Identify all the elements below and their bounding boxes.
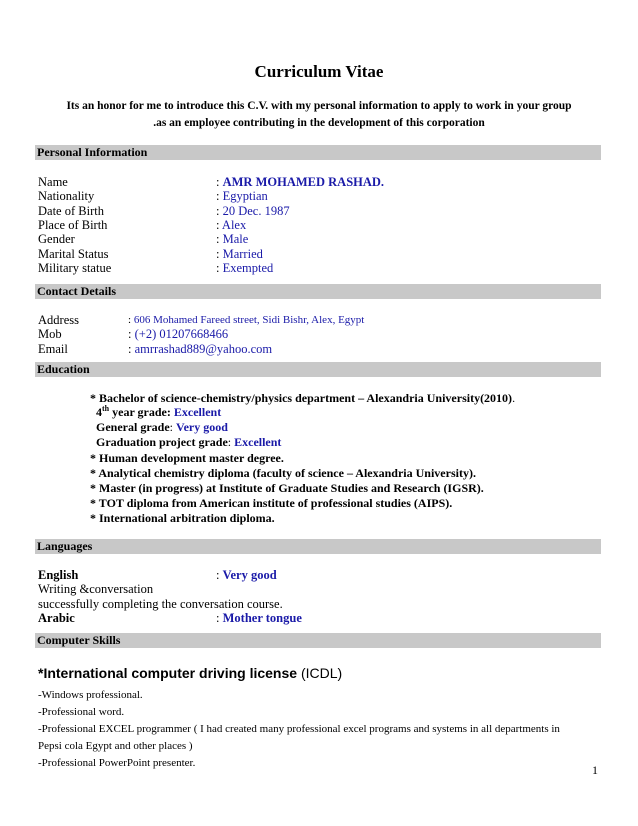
section-header-personal: Personal Information: [35, 145, 601, 160]
personal-label: Nationality: [38, 189, 95, 203]
language-arabic-row: [38, 611, 598, 626]
contact-email-row: [38, 342, 598, 357]
intro-line-2: .as an employee contributing in the development of this corporation: [153, 117, 485, 129]
language-english-row: [38, 568, 598, 583]
section-header-computer: Computer Skills: [35, 633, 601, 648]
language-line-2: Writing &conversation: [38, 582, 154, 596]
personal-row: [38, 204, 598, 219]
address-value: : 606 Mohamed Fareed street, Sidi Bishr, Alex, Egypt: [128, 314, 365, 326]
english-label: English: [38, 568, 79, 582]
personal-label: Military statue: [38, 261, 112, 275]
section-header-contact: Contact Details: [35, 284, 601, 299]
personal-label: Marital Status: [38, 247, 109, 261]
personal-label: Name: [38, 175, 68, 189]
computer-skill-item: Pepsi cola Egypt and other places ): [38, 740, 193, 752]
contact-mob-row: [38, 327, 598, 342]
computer-skill-item: -Professional PowerPoint presenter.: [38, 757, 196, 769]
personal-row: [38, 175, 598, 190]
intro-line-1: Its an honor for me to introduce this C.V. with my personal information to apply to work in your group: [66, 100, 572, 112]
arabic-label: Arabic: [38, 611, 75, 625]
education-item: * Analytical chemistry diploma (faculty of science – Alexandria University).: [90, 466, 476, 480]
personal-label: Gender: [38, 232, 75, 246]
section-header-education: Education: [35, 362, 601, 377]
personal-value: : Alex: [216, 218, 247, 232]
personal-value: : Egyptian: [216, 189, 268, 203]
section-header-languages: Languages: [35, 539, 601, 554]
address-label: Address: [38, 313, 79, 327]
personal-value: : Exempted: [216, 261, 274, 275]
computer-skill-item: -Professional word.: [38, 706, 125, 718]
language-line-3: successfully completing the conversation course.: [38, 597, 283, 611]
document-title: Curriculum Vitae: [254, 62, 384, 81]
education-4th-year-grade: 4th year grade: Excellent: [96, 404, 222, 419]
icdl-line: *International computer driving license (ICDL): [38, 665, 343, 681]
education-item: * International arbitration diploma.: [90, 511, 275, 525]
mob-label: Mob: [38, 327, 62, 341]
education-item: * Master (in progress) at Institute of Graduate Studies and Research (IGSR).: [90, 481, 484, 495]
personal-value: : AMR MOHAMED RASHAD.: [216, 175, 385, 189]
mob-value: : (+2) 01207668466: [128, 327, 229, 341]
personal-row: [38, 261, 598, 276]
education-degree: * Bachelor of science-chemistry/physics department – Alexandria University(2010).: [90, 391, 516, 405]
personal-row: [38, 232, 598, 247]
personal-value: : Male: [216, 232, 249, 246]
personal-value: : Married: [216, 247, 263, 261]
education-item: * TOT diploma from American institute of professional studies (AIPS).: [90, 496, 453, 510]
personal-row: [38, 189, 598, 204]
personal-label: Place of Birth: [38, 218, 108, 232]
arabic-value: : Mother tongue: [216, 611, 302, 625]
education-general-grade: General grade: Very good: [96, 420, 228, 434]
contact-address-row: [38, 313, 598, 328]
english-value: : Very good: [216, 568, 277, 582]
personal-value: : 20 Dec. 1987: [216, 204, 290, 218]
personal-row: [38, 218, 598, 233]
computer-skill-item: -Professional EXCEL programmer ( I had created many professional excel programs and systems in all departments in: [38, 723, 560, 735]
email-value[interactable]: : amrrashad889@yahoo.com: [128, 342, 273, 356]
personal-label: Date of Birth: [38, 204, 104, 218]
email-label: Email: [38, 342, 68, 356]
education-item: * Human development master degree.: [90, 451, 284, 465]
computer-skill-item: -Windows professional.: [38, 689, 143, 701]
personal-row: [38, 247, 598, 262]
education-project-grade: Graduation project grade: Excellent: [96, 435, 282, 449]
page-number: 1: [592, 763, 598, 777]
